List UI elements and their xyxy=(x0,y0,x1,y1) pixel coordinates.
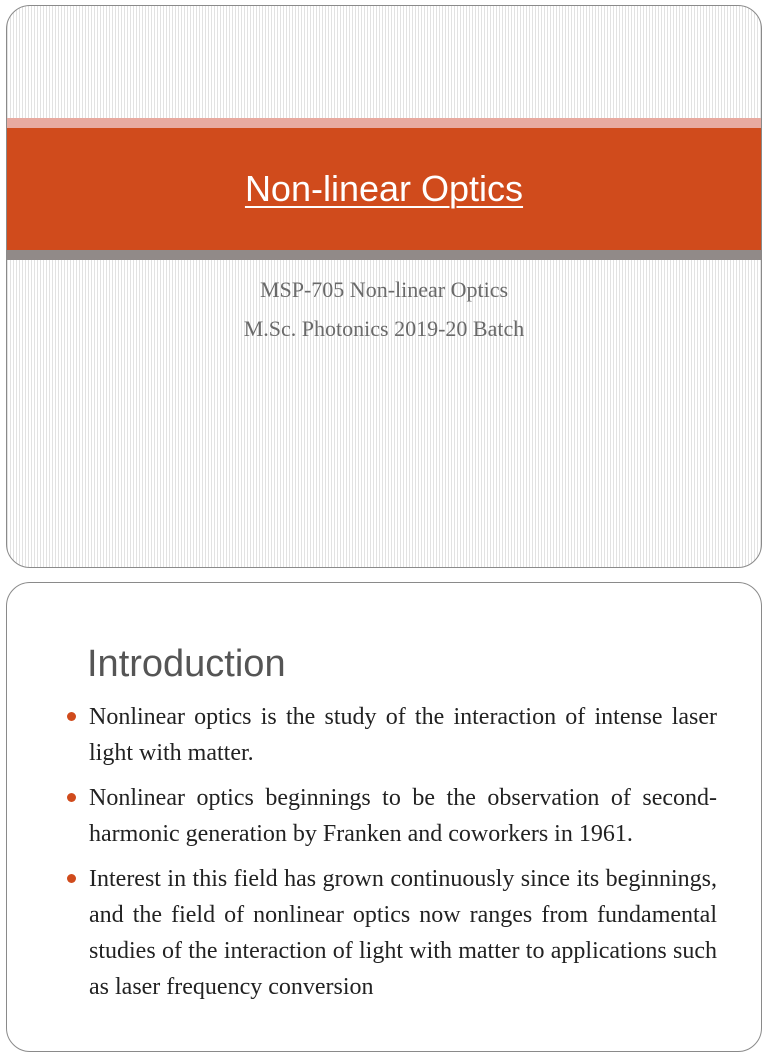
title-band-top-stripe xyxy=(7,118,761,128)
title-slide xyxy=(6,5,762,568)
bullet-dot-icon xyxy=(67,712,76,721)
batch-subtitle: M.Sc. Photonics 2019-20 Batch xyxy=(243,316,525,341)
title-band-bottom-stripe xyxy=(7,250,761,260)
bullet-text: Interest in this field has grown continuously since its beginnings, and the field of nonlinear optics now ranges from fundamental studies of the interaction of light with matter to applications such as laser frequency conversion xyxy=(89,866,717,1000)
bullet-item xyxy=(64,861,717,1005)
course-code-subtitle: MSP-705 Non-linear Optics xyxy=(259,277,509,302)
slide-title[interactable]: Non-linear Optics xyxy=(244,168,524,209)
introduction-heading: Introduction xyxy=(87,643,286,685)
bullet-text: Nonlinear optics is the study of the interaction of intense laser light with matter. xyxy=(89,704,717,766)
bullet-list xyxy=(64,699,717,1014)
bullet-item xyxy=(64,780,717,852)
introduction-slide xyxy=(6,582,762,1052)
bullet-dot-icon xyxy=(67,874,76,883)
bullet-item xyxy=(64,699,717,771)
bullet-dot-icon xyxy=(67,793,76,802)
bullet-text: Nonlinear optics beginnings to be the observation of second-harmonic generation by Franken and coworkers in 1961. xyxy=(89,785,717,847)
